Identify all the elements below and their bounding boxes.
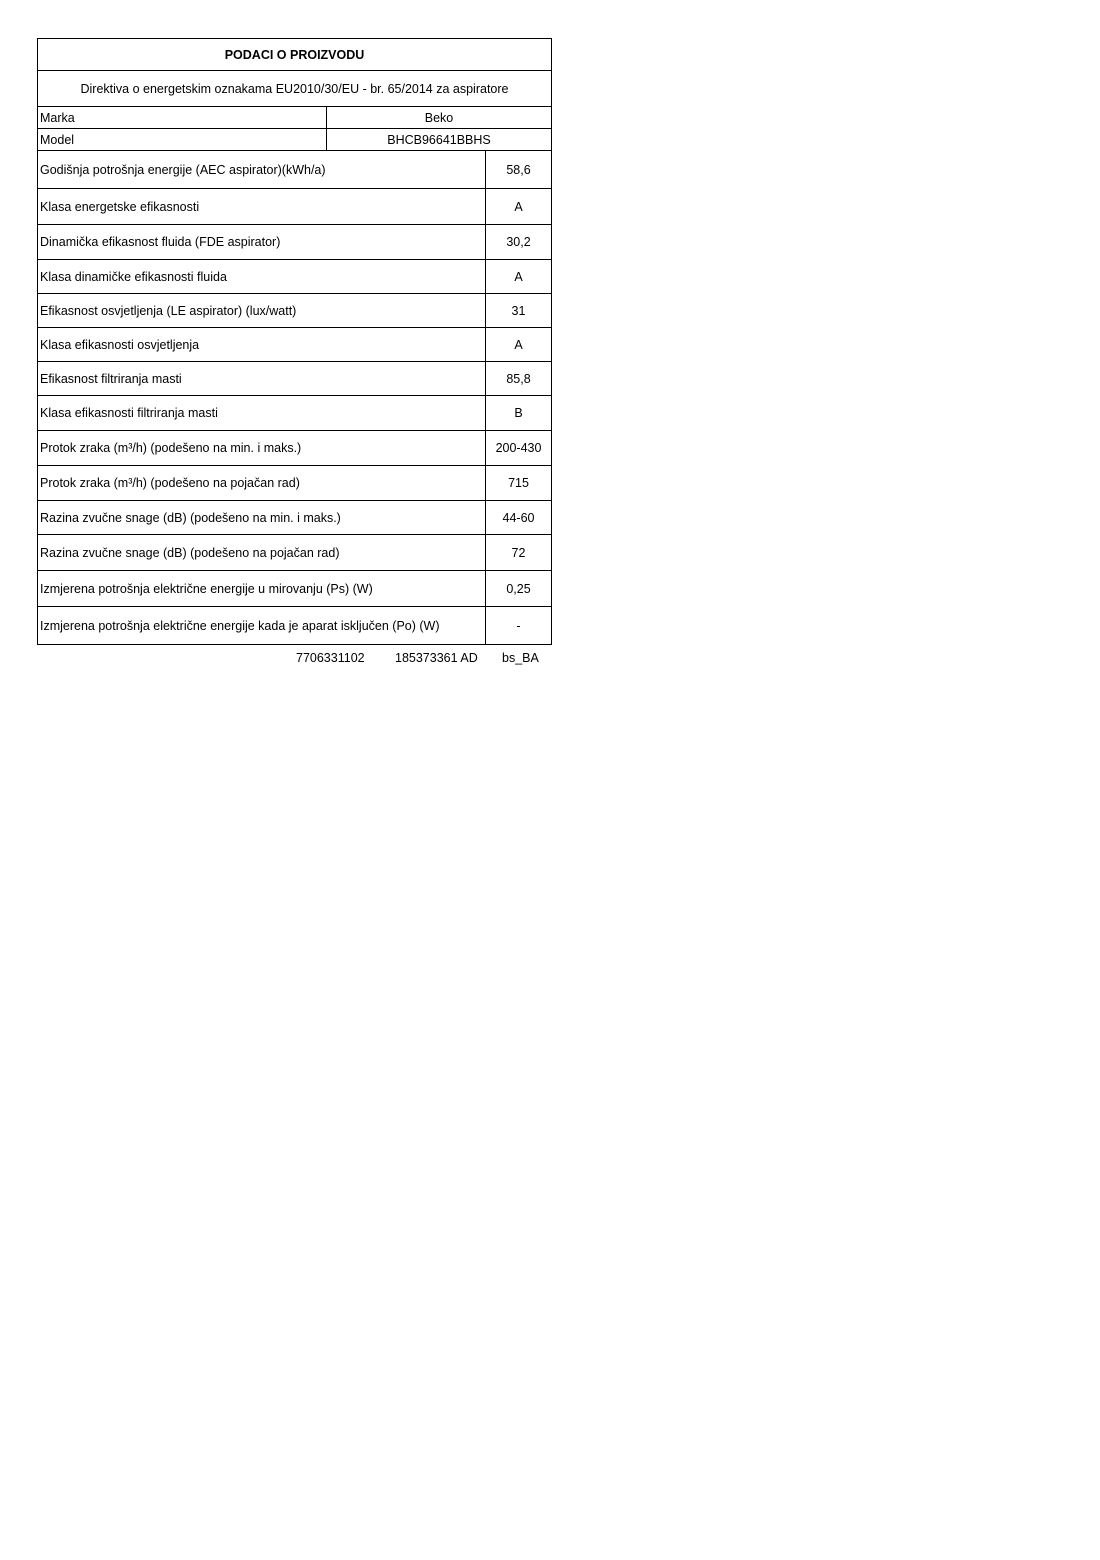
row-label: Izmjerena potrošnja električne energije u mirovanju (Ps) (W) — [38, 571, 486, 606]
row-label: Izmjerena potrošnja električne energije kada je aparat isključen (Po) (W) — [38, 607, 486, 644]
row-value: 0,25 — [506, 581, 531, 596]
row-value: 200-430 — [495, 441, 542, 455]
row-label: Protok zraka (m³/h) (podešeno na min. i maks.) — [38, 431, 486, 465]
product-data-table — [37, 38, 552, 645]
row-value: 31 — [511, 303, 526, 318]
row-value: 30,2 — [506, 235, 531, 249]
document-reference: 185373361 AD — [395, 651, 478, 665]
row-value: A — [514, 199, 523, 214]
row-label: Razina zvučne snage (dB) (podešeno na min. i maks.) — [38, 501, 486, 534]
table-row — [38, 396, 551, 431]
info-row-model — [38, 129, 551, 151]
row-label: Klasa efikasnosti osvjetljenja — [38, 328, 486, 361]
locale-code: bs_BA — [502, 651, 539, 665]
info-row-brand — [38, 107, 551, 129]
row-value: B — [514, 406, 523, 420]
row-value: 715 — [508, 476, 529, 490]
row-label: Klasa efikasnosti filtriranja masti — [38, 396, 486, 430]
table-row — [38, 151, 551, 189]
row-label: Protok zraka (m³/h) (podešeno na pojačan rad) — [38, 466, 486, 500]
table-row — [38, 225, 551, 260]
table-row — [38, 535, 551, 571]
row-value: 72 — [511, 545, 526, 560]
row-value: - — [516, 618, 521, 633]
table-row — [38, 571, 551, 607]
product-data-sheet — [37, 38, 552, 645]
row-label: Efikasnost osvjetljenja (LE aspirator) (lux/watt) — [38, 294, 486, 327]
table-row — [38, 294, 551, 328]
document-code: 7706331102 — [296, 651, 365, 665]
row-value: 44-60 — [502, 510, 535, 525]
table-row — [38, 431, 551, 466]
info-value: Beko — [424, 110, 454, 125]
table-row — [38, 466, 551, 501]
row-value: A — [514, 337, 523, 352]
table-row — [38, 607, 551, 644]
table-row — [38, 362, 551, 396]
row-label: Klasa energetske efikasnosti — [38, 189, 486, 224]
row-label: Godišnja potrošnja energije (AEC aspirator)(kWh/a) — [38, 151, 486, 188]
row-label: Razina zvučne snage (dB) (podešeno na pojačan rad) — [38, 535, 486, 570]
info-label: Model — [38, 129, 327, 150]
table-row — [38, 189, 551, 225]
table-row — [38, 328, 551, 362]
row-value: A — [514, 269, 523, 284]
table-row — [38, 501, 551, 535]
info-label: Marka — [38, 107, 327, 128]
row-value: 58,6 — [506, 162, 531, 177]
row-label: Efikasnost filtriranja masti — [38, 362, 486, 395]
document-footer — [296, 651, 539, 665]
info-value: BHCB96641BBHS — [387, 132, 491, 147]
row-value: 85,8 — [506, 371, 531, 386]
table-title: PODACI O PROIZVODU — [38, 39, 551, 71]
row-label: Klasa dinamičke efikasnosti fluida — [38, 260, 486, 293]
row-label: Dinamička efikasnost fluida (FDE aspirator) — [38, 225, 486, 259]
table-row — [38, 260, 551, 294]
table-subtitle: Direktiva o energetskim oznakama EU2010/30/EU - br. 65/2014 za aspiratore — [38, 71, 551, 107]
